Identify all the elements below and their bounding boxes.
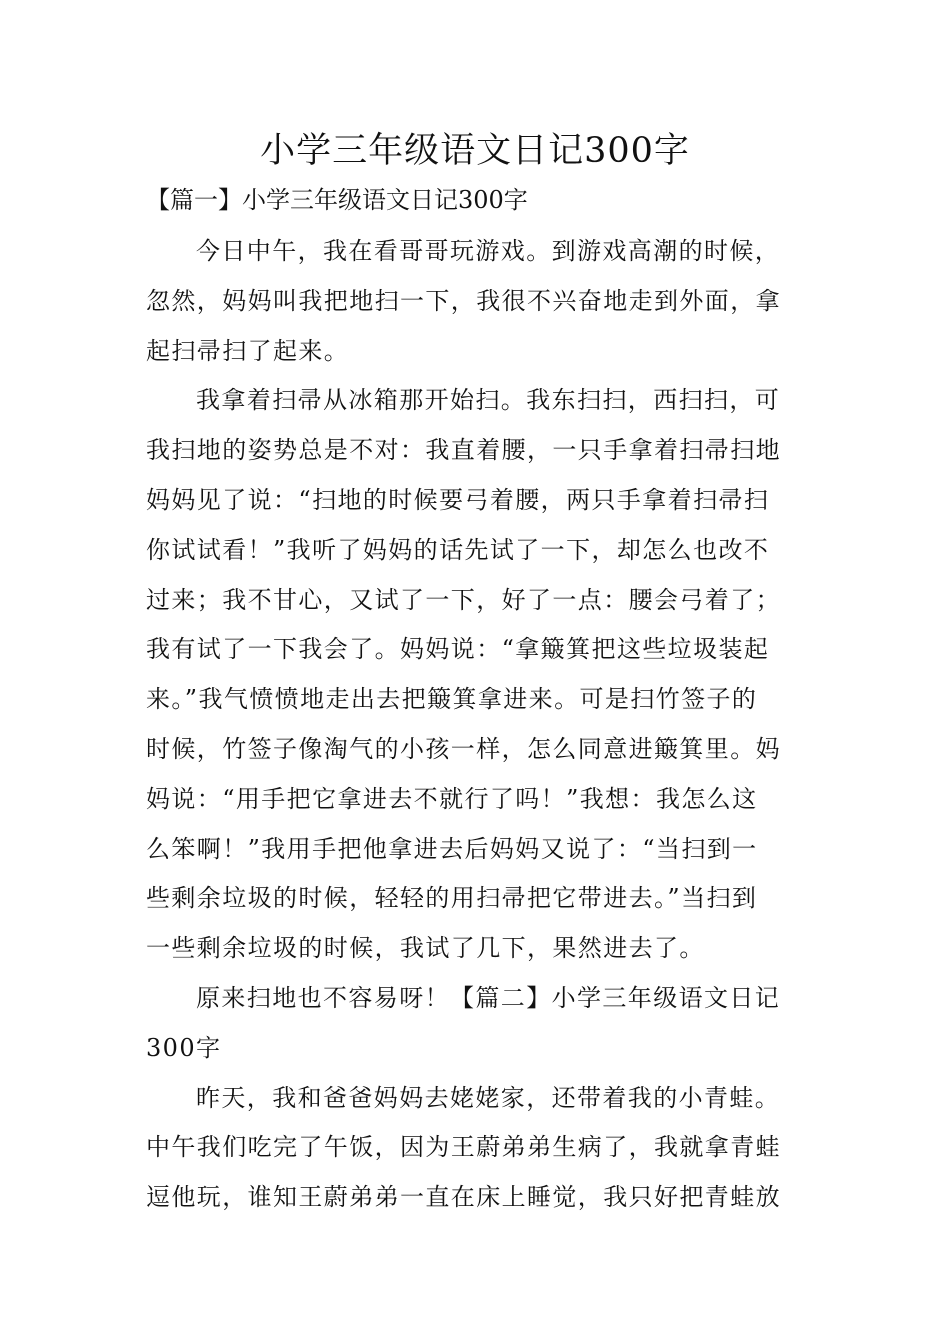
text-line: 些剩余垃圾的时候，轻轻的用扫帚把它带进去。”当扫到 bbox=[146, 884, 758, 913]
text-line: 中午我们吃完了午饭，因为王蔚弟弟生病了，我就拿青蛙 bbox=[146, 1133, 781, 1162]
text-line: 起扫帚扫了起来。 bbox=[146, 336, 350, 365]
text-line: 逗他玩，谁知王蔚弟弟一直在床上睡觉，我只好把青蛙放 bbox=[146, 1183, 781, 1212]
text-line: 昨天，我和爸爸妈妈去姥姥家，还带着我的小青蛙。 bbox=[196, 1083, 781, 1112]
text-line: 妈妈见了说：“扫地的时候要弓着腰，两只手拿着扫帚扫 bbox=[146, 485, 770, 514]
text-line: 过来；我不甘心，又试了一下，好了一点：腰会弓着了； bbox=[146, 585, 781, 614]
text-line: 忽然，妈妈叫我把地扫一下，我很不兴奋地走到外面，拿 bbox=[146, 286, 781, 315]
text-line: 今日中午，我在看哥哥玩游戏。到游戏高潮的时候， bbox=[196, 237, 781, 265]
text-line: 么笨啊！”我用手把他拿进去后妈妈又说了：“当扫到一 bbox=[146, 834, 758, 863]
text-line: 你试试看！”我听了妈妈的话先试了一下，却怎么也改不 bbox=[146, 535, 770, 564]
text-line: 时候，竹签子像淘气的小孩一样，怎么同意进簸箕里。妈 bbox=[146, 734, 781, 763]
text-line: 我拿着扫帚从冰箱那开始扫。我东扫扫，西扫扫，可 bbox=[196, 386, 781, 415]
text-line: 我扫地的姿势总是不对：我直着腰，一只手拿着扫帚扫地 bbox=[146, 436, 781, 465]
text-line: 来。”我气愤愤地走出去把簸箕拿进来。可是扫竹签子的 bbox=[146, 685, 758, 714]
text-line: 300字 bbox=[146, 1033, 222, 1062]
text-line: 一些剩余垃圾的时候，我试了几下，果然进去了。 bbox=[146, 934, 705, 963]
text-line: 妈说：“用手把它拿进去不就行了吗！”我想：我怎么这 bbox=[146, 784, 758, 813]
document-title: 小学三年级语文日记300字 bbox=[260, 131, 690, 171]
text-line: 原来扫地也不容易呀！【篇二】小学三年级语文日记 bbox=[196, 983, 781, 1012]
section-heading: 【篇一】小学三年级语文日记300字 bbox=[146, 186, 528, 214]
text-line: 我有试了一下我会了。妈妈说：“拿簸箕把这些垃圾装起 bbox=[146, 635, 770, 664]
body-text bbox=[146, 227, 810, 1223]
